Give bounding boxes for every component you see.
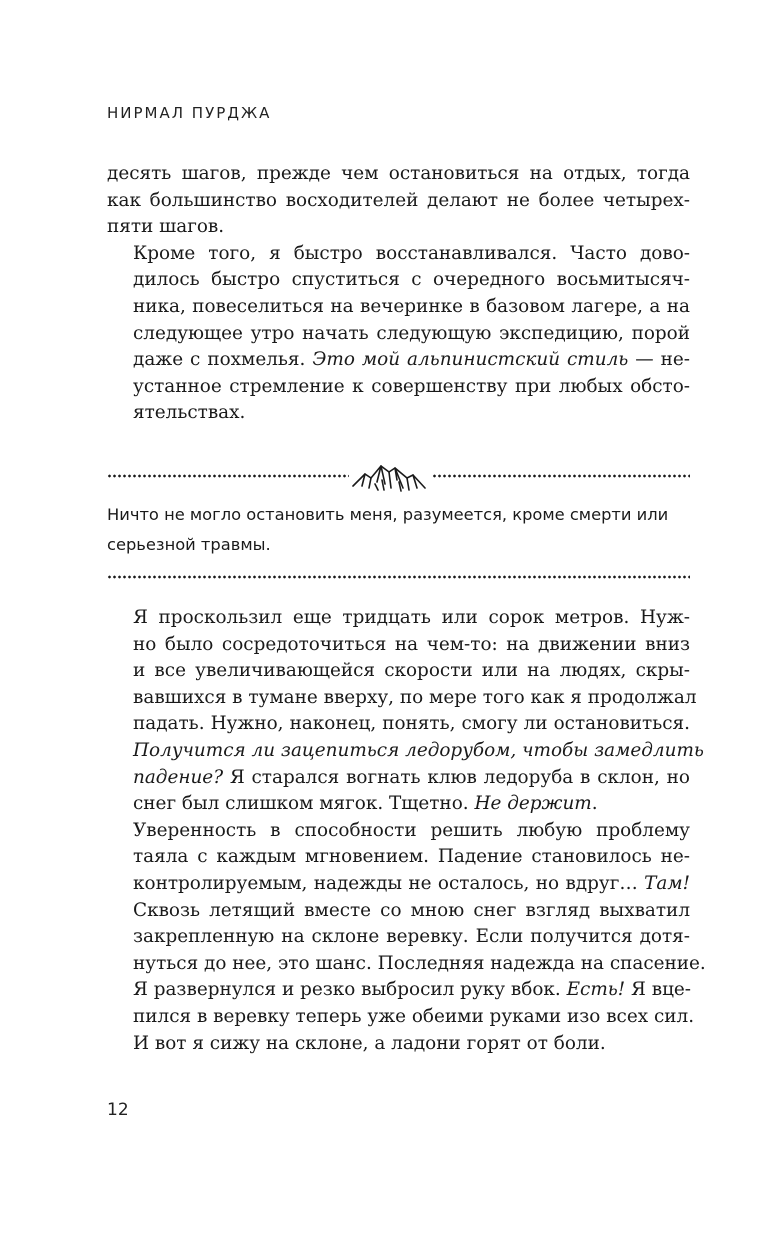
dotted-divider-bottom [107,575,690,579]
text-line: как большинство восходителей делают не более четырех- [107,189,690,211]
text-run: Я старался вогнать клюв ледоруба в склон, но [223,766,690,788]
paragraph-3 [107,605,704,818]
text-run: контролируемым, надежды не осталось, но вдруг… [133,872,645,894]
italic-run: Есть! [566,979,626,1001]
text-line: дилось быстро спуститься с очередного восьмитысяч- [133,269,690,291]
text-line: ника, повеселиться на вечеринке в базовом лагере, а на [133,295,690,317]
text-line: Сквозь летящий вместе со мною снег взгляд выхватил [133,899,690,921]
italic-run: Это мой альпинистский стиль [312,349,629,371]
italic-run: Там! [644,872,690,894]
italic-run: Получится ли зацепиться ледорубом, чтобы замедлить [133,739,704,761]
text-line [107,977,690,1004]
italic-run: падение? [133,766,224,788]
text-run: Я развернулся и резко выбросил руку вбок. [133,979,567,1001]
text-block-top [107,161,690,427]
italic-run: Не держит [474,793,592,815]
text-line: Кроме того, я быстро восстанавливался. Часто дово- [133,242,690,264]
text-line: следующее утро начать следующую экспедицию, порой [133,322,690,344]
text-block-bottom [107,605,706,1057]
text-line: но было сосредоточиться на чем-то: на движении вниз [133,633,690,655]
text-line [107,791,690,818]
text-line [107,347,690,374]
mountain-icon [351,458,427,494]
text-run: снег был слишком мягок. Тщетно. [133,793,475,815]
text-line: Я проскользил еще тридцать или сорок метров. Нуж- [133,607,690,628]
text-line: нуться до нее, это шанс. Последняя надежда на спасение. [133,952,706,974]
text-line: таяла с каждым мгновением. Падение становилось не- [133,846,690,868]
text-line: и все увеличивающейся скорости или на людях, скры- [133,660,690,682]
text-line [107,738,704,765]
text-line: Уверенность в способности решить любую проблему [133,819,690,841]
text-line: И вот я сижу на склоне, а ладони горят от боли. [133,1032,606,1054]
text-run: . [591,793,598,815]
paragraph-1 [107,161,690,241]
dotted-divider-right [432,474,690,478]
text-line [107,871,690,898]
text-run: даже с похмелья. [133,349,313,371]
quote-line: Ничто не могло остановить меня, разумеется, кроме смерти или [107,505,669,524]
text-run: Я вце- [625,979,692,1001]
text-line: десять шагов, прежде чем остановиться на отдых, тогда [107,163,690,184]
dotted-divider-left [107,474,349,478]
paragraph-2 [107,241,690,427]
text-line: пяти шагов. [107,216,225,238]
paragraph-4 [107,818,706,1057]
text-line: вавшихся в тумане вверху, по мере того как я продолжал [133,686,697,708]
page-number: 12 [107,1100,129,1120]
text-line [107,765,690,792]
pull-quote [107,500,697,560]
text-run: — не- [628,349,691,371]
text-line: падать. Нужно, наконец, понять, смогу ли остановиться. [133,713,690,735]
text-line: ятельствах. [133,402,246,424]
text-line: устанное стремление к совершенству при любых обсто- [133,375,690,397]
running-head: НИРМАЛ ПУРДЖА [107,104,272,122]
quote-line: серьезной травмы. [107,535,271,554]
text-line: пился в веревку теперь уже обеими руками изо всех сил. [133,1005,695,1027]
text-line: закрепленную на склоне веревку. Если получится дотя- [133,926,690,948]
